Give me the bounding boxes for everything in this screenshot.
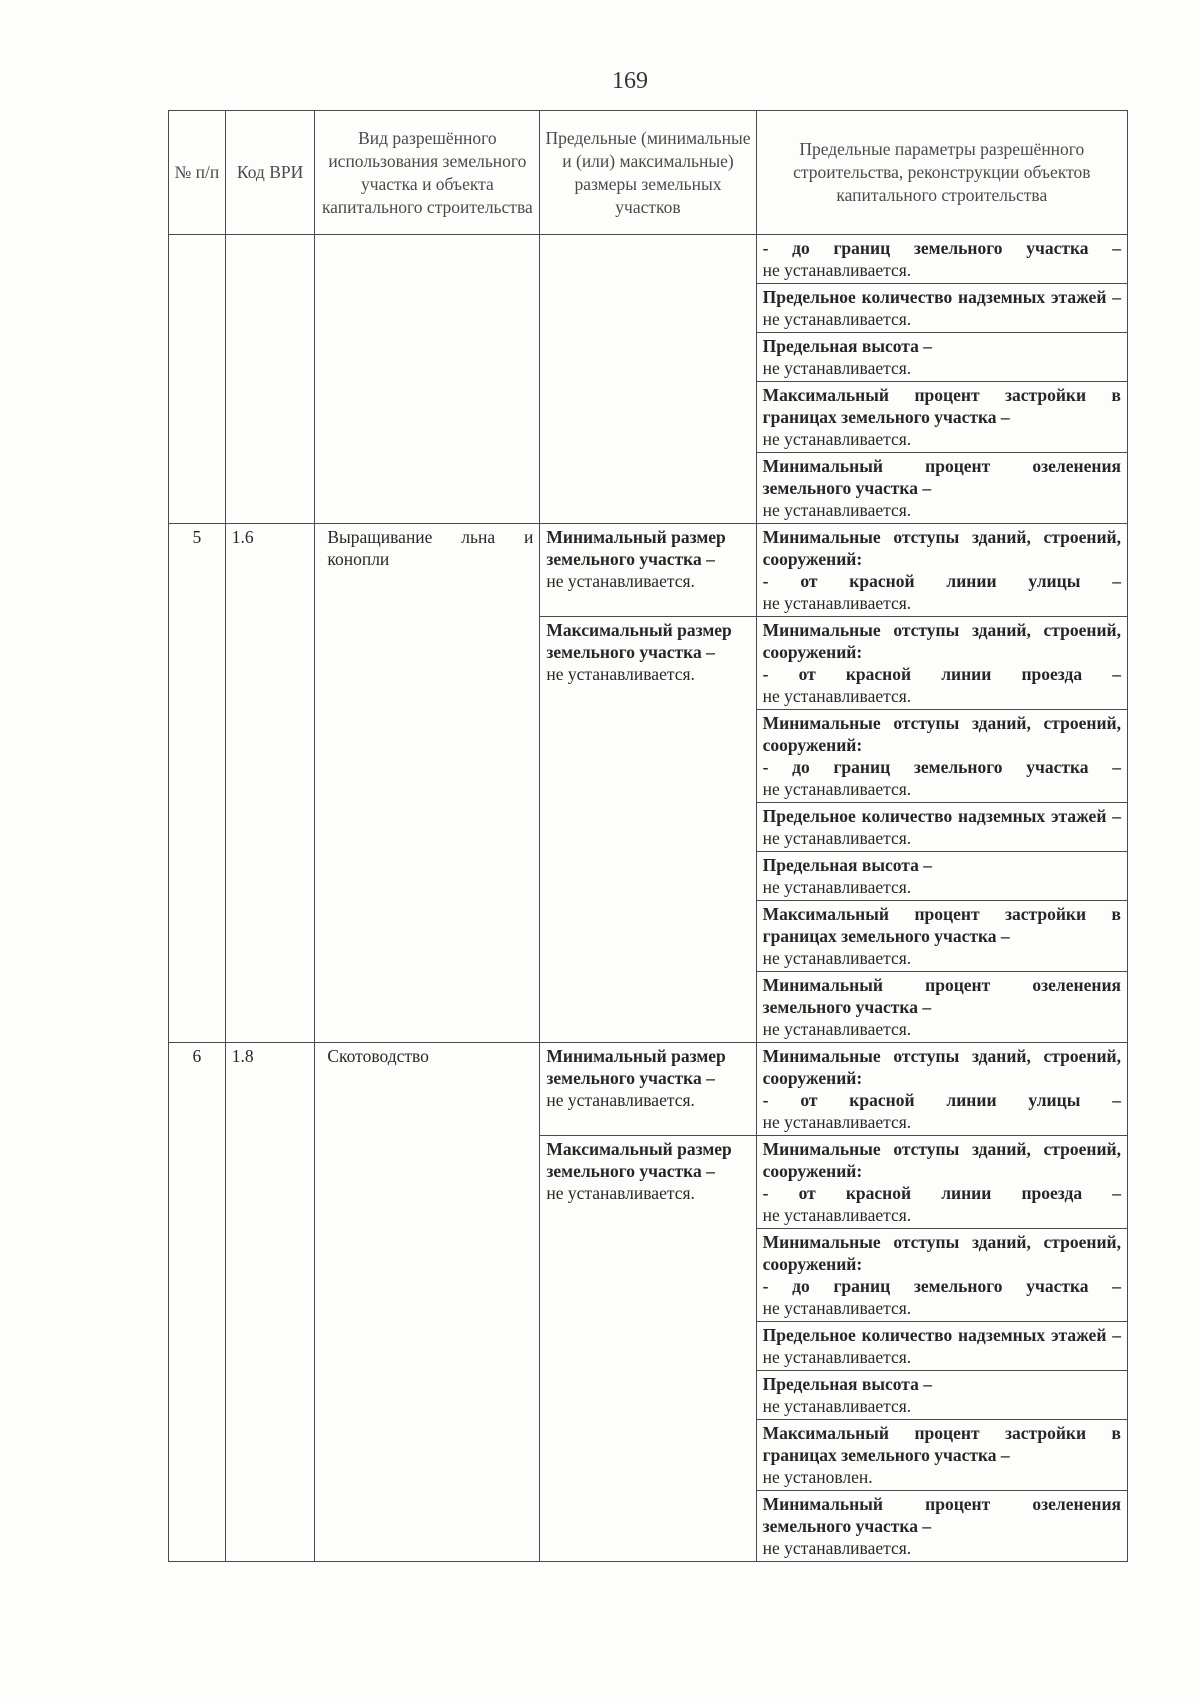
max-size-cell [540, 1136, 756, 1562]
param-build-pct [756, 1420, 1127, 1491]
size-value: не устанавливается. [546, 664, 695, 684]
param-value: не устанавливается. [762, 1538, 912, 1558]
param-value: не устанавливается. [762, 1298, 912, 1318]
size-label: Минимальный размер земельного участка – [546, 527, 726, 569]
param-label: Минимальные отступы зданий, строений, сооружений: [762, 1139, 1121, 1181]
param-offset-border [756, 710, 1127, 803]
param-label: Максимальный процент застройки в границах земельного участка – [762, 904, 1121, 946]
param-value: не устанавливается. [762, 877, 912, 897]
param-value: не устанавливается. [762, 309, 912, 329]
use-cell: Выращивание льна и конопли [315, 524, 540, 1043]
param-height [756, 1371, 1127, 1420]
num-cell: 5 [169, 524, 226, 1043]
param-value: не устанавливается. [762, 779, 912, 799]
param-value: не устанавливается. [762, 1205, 912, 1225]
param-height [756, 852, 1127, 901]
header-use: Вид разрешённого использования земельного участка и объекта капитального строительства [315, 111, 540, 235]
param-value: не устанавливается. [762, 948, 912, 968]
size-value: не устанавливается. [546, 1183, 695, 1203]
code-cell: 1.8 [225, 1043, 315, 1562]
code-cell [225, 235, 315, 524]
param-label: Минимальный процент озеленения земельного участка – [762, 975, 1121, 1017]
param-value: не устанавливается. [762, 358, 912, 378]
param-floors [756, 1322, 1127, 1371]
num-cell [169, 235, 226, 524]
table-row [169, 235, 1128, 284]
param-offset-border [756, 235, 1127, 284]
param-label: Предельное количество надземных этажей – [762, 287, 1121, 307]
param-value: не устанавливается. [762, 429, 912, 449]
param-green-pct [756, 453, 1127, 524]
param-green-pct [756, 972, 1127, 1043]
num-cell: 6 [169, 1043, 226, 1562]
use-cell [315, 235, 540, 524]
param-sublabel: - до границ земельного участка – [762, 757, 1121, 777]
param-label: Предельное количество надземных этажей – [762, 1325, 1121, 1345]
param-label: Минимальные отступы зданий, строений, сооружений: [762, 713, 1121, 755]
size-label: Максимальный размер земельного участка – [546, 1139, 732, 1181]
table-row [169, 1043, 1128, 1136]
header-sizes: Предельные (минимальные и (или) максимальные) размеры земельных участков [540, 111, 756, 235]
param-sublabel: - до границ земельного участка – [762, 1276, 1121, 1296]
param-green-pct [756, 1491, 1127, 1562]
min-size-cell [540, 1043, 756, 1136]
param-value: не устанавливается. [762, 828, 912, 848]
param-offset-drive [756, 1136, 1127, 1229]
size-label: Минимальный размер земельного участка – [546, 1046, 726, 1088]
param-value: не устанавливается. [762, 1396, 912, 1416]
size-label: Максимальный размер земельного участка – [546, 620, 732, 662]
header-num: № п/п [169, 111, 226, 235]
param-floors [756, 803, 1127, 852]
table-row [169, 524, 1128, 617]
page-number: 169 [612, 68, 648, 94]
param-label: Минимальные отступы зданий, строений, сооружений: [762, 527, 1121, 569]
param-label: Предельная высота – [762, 336, 932, 356]
min-size-cell [540, 524, 756, 617]
param-value: не устанавливается. [762, 1347, 912, 1367]
param-label: Минимальный процент озеленения земельного участка – [762, 1494, 1121, 1536]
param-offset-street [756, 524, 1127, 617]
param-sublabel: - от красной линии улицы – [762, 1090, 1121, 1110]
param-sublabel: - от красной линии проезда – [762, 1183, 1121, 1203]
max-size-cell [540, 617, 756, 1043]
size-value: не устанавливается. [546, 1090, 695, 1110]
param-value: не устанавливается. [762, 1019, 912, 1039]
param-value: не установлен. [762, 1467, 873, 1487]
param-label: Минимальный процент озеленения земельного участка – [762, 456, 1121, 498]
size-value: не устанавливается. [546, 571, 695, 591]
param-label: Максимальный процент застройки в границах земельного участка – [762, 1423, 1121, 1465]
header-params: Предельные параметры разрешённого строительства, реконструкции объектов капитального строительства [756, 111, 1127, 235]
use-cell: Скотоводство [315, 1043, 540, 1562]
param-sublabel: - от красной линии проезда – [762, 664, 1121, 684]
param-value: не устанавливается. [762, 686, 912, 706]
param-label: Предельное количество надземных этажей – [762, 806, 1121, 826]
param-label: Предельная высота – [762, 1374, 932, 1394]
size-cell [540, 235, 756, 524]
param-offset-street [756, 1043, 1127, 1136]
param-offset-border [756, 1229, 1127, 1322]
param-height [756, 333, 1127, 382]
param-build-pct [756, 382, 1127, 453]
header-code: Код ВРИ [225, 111, 315, 235]
param-floors [756, 284, 1127, 333]
table-header-row [169, 111, 1128, 235]
regulations-table [168, 110, 1128, 1562]
code-cell: 1.6 [225, 524, 315, 1043]
param-sublabel: - от красной линии улицы – [762, 571, 1121, 591]
param-build-pct [756, 901, 1127, 972]
param-offset-drive [756, 617, 1127, 710]
param-label: Минимальные отступы зданий, строений, сооружений: [762, 620, 1121, 662]
param-value: не устанавливается. [762, 593, 912, 613]
param-label: Минимальные отступы зданий, строений, сооружений: [762, 1046, 1121, 1088]
param-label: Предельная высота – [762, 855, 932, 875]
param-value: не устанавливается. [762, 1112, 912, 1132]
param-value: не устанавливается. [762, 500, 912, 520]
param-label: - до границ земельного участка – [762, 238, 1121, 258]
param-label: Минимальные отступы зданий, строений, сооружений: [762, 1232, 1121, 1274]
param-label: Максимальный процент застройки в границах земельного участка – [762, 385, 1121, 427]
param-value: не устанавливается. [762, 260, 912, 280]
